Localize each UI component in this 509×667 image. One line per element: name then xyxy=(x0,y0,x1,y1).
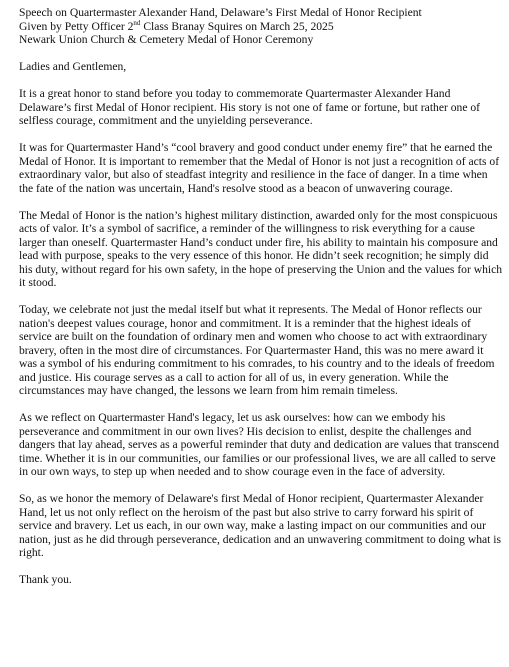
speech-title: Speech on Quartermaster Alexander Hand, Delaware’s First Medal of Honor Recipient xyxy=(19,6,422,19)
byline-text-after: Class Branay Squires on March 25, 2025 xyxy=(140,19,334,33)
body-paragraph-6: So, as we honor the memory of Delaware's first Medal of Honor recipient, Quartermaster Alexander Hand, let us not only reflect on the heroism of the past but also strive to carry forward his spirit of service and bravery. Let us each, in our own way, make a lasting impact on our communities and our nation, just as he did through perseverance, dedication and an unwavering commitment to doing what is right. xyxy=(19,492,501,559)
speech-event: Newark Union Church & Cemetery Medal of Honor Ceremony xyxy=(19,33,314,46)
byline-text-before: Given by Petty Officer 2 xyxy=(19,19,134,33)
closing: Thank you. xyxy=(19,573,72,586)
body-paragraph-1: It is a great honor to stand before you today to commemorate Quartermaster Alexander Hand Delaware’s first Medal of Honor recipient. His story is not one of fame or fortune, but rather one of selfless courage, commitment and the unyielding perseverance. xyxy=(19,87,481,127)
body-paragraph-2: It was for Quartermaster Hand’s “cool bravery and good conduct under enemy fire” that he earned the Medal of Honor. It is important to remember that the Medal of Honor is not just a recognition of acts of extraordinary valor, but also of steadfast integrity and resilience in the face of danger. In a time when the fate of the nation was uncertain, Hand's resolve stood as a beacon of unwavering courage. xyxy=(19,141,500,195)
body-paragraph-4: Today, we celebrate not just the medal itself but what it represents. The Medal of Honor reflects our nation's deepest values courage, honor and commitment. It is a reminder that the highest ideals of service are built on the foundation of ordinary men and women who choose to act with extraordinary bravery, often in the most dire of circumstances. For Quartermaster Hand, this was no mere award it was a symbol of his enduring commitment to his comrades, to his country and to the ideals of freedom and justice. His courage serves as a call to action for all of us, in every generation. While the circumstances may have changed, the lessons we learn from him remain timeless. xyxy=(19,303,495,397)
speech-document xyxy=(19,6,503,600)
body-paragraph-3: The Medal of Honor is the nation’s highest military distinction, awarded only for the most conspicuous acts of valor. It’s a symbol of sacrifice, a reminder of the willingness to risk everything for a cause larger than oneself. Quartermaster Hand’s conduct under fire, his ability to maintain his composure and lead with purpose, speaks to the very essence of this honor. He didn’t seek recognition; he simply did his duty, without regard for his own safety, in the hope of preserving the Union and the values for which it stood. xyxy=(19,208,503,289)
salutation: Ladies and Gentlemen, xyxy=(19,60,127,73)
speech-byline xyxy=(19,20,503,34)
body-paragraph-5: As we reflect on Quartermaster Hand's legacy, let us ask ourselves: how can we embody his perseverance and commitment in our own lives? His decision to enlist, despite the challenges and dangers that lay ahead, serves as a powerful reminder that duty and dedication are values that transcend time. Whether it is in our communities, our families or our professional lives, we are all called to serve in our own ways, to step up when needed and to show courage even in the face of adversity. xyxy=(19,411,499,478)
byline-ordinal-suffix: nd xyxy=(133,18,141,27)
document-header xyxy=(19,6,503,47)
